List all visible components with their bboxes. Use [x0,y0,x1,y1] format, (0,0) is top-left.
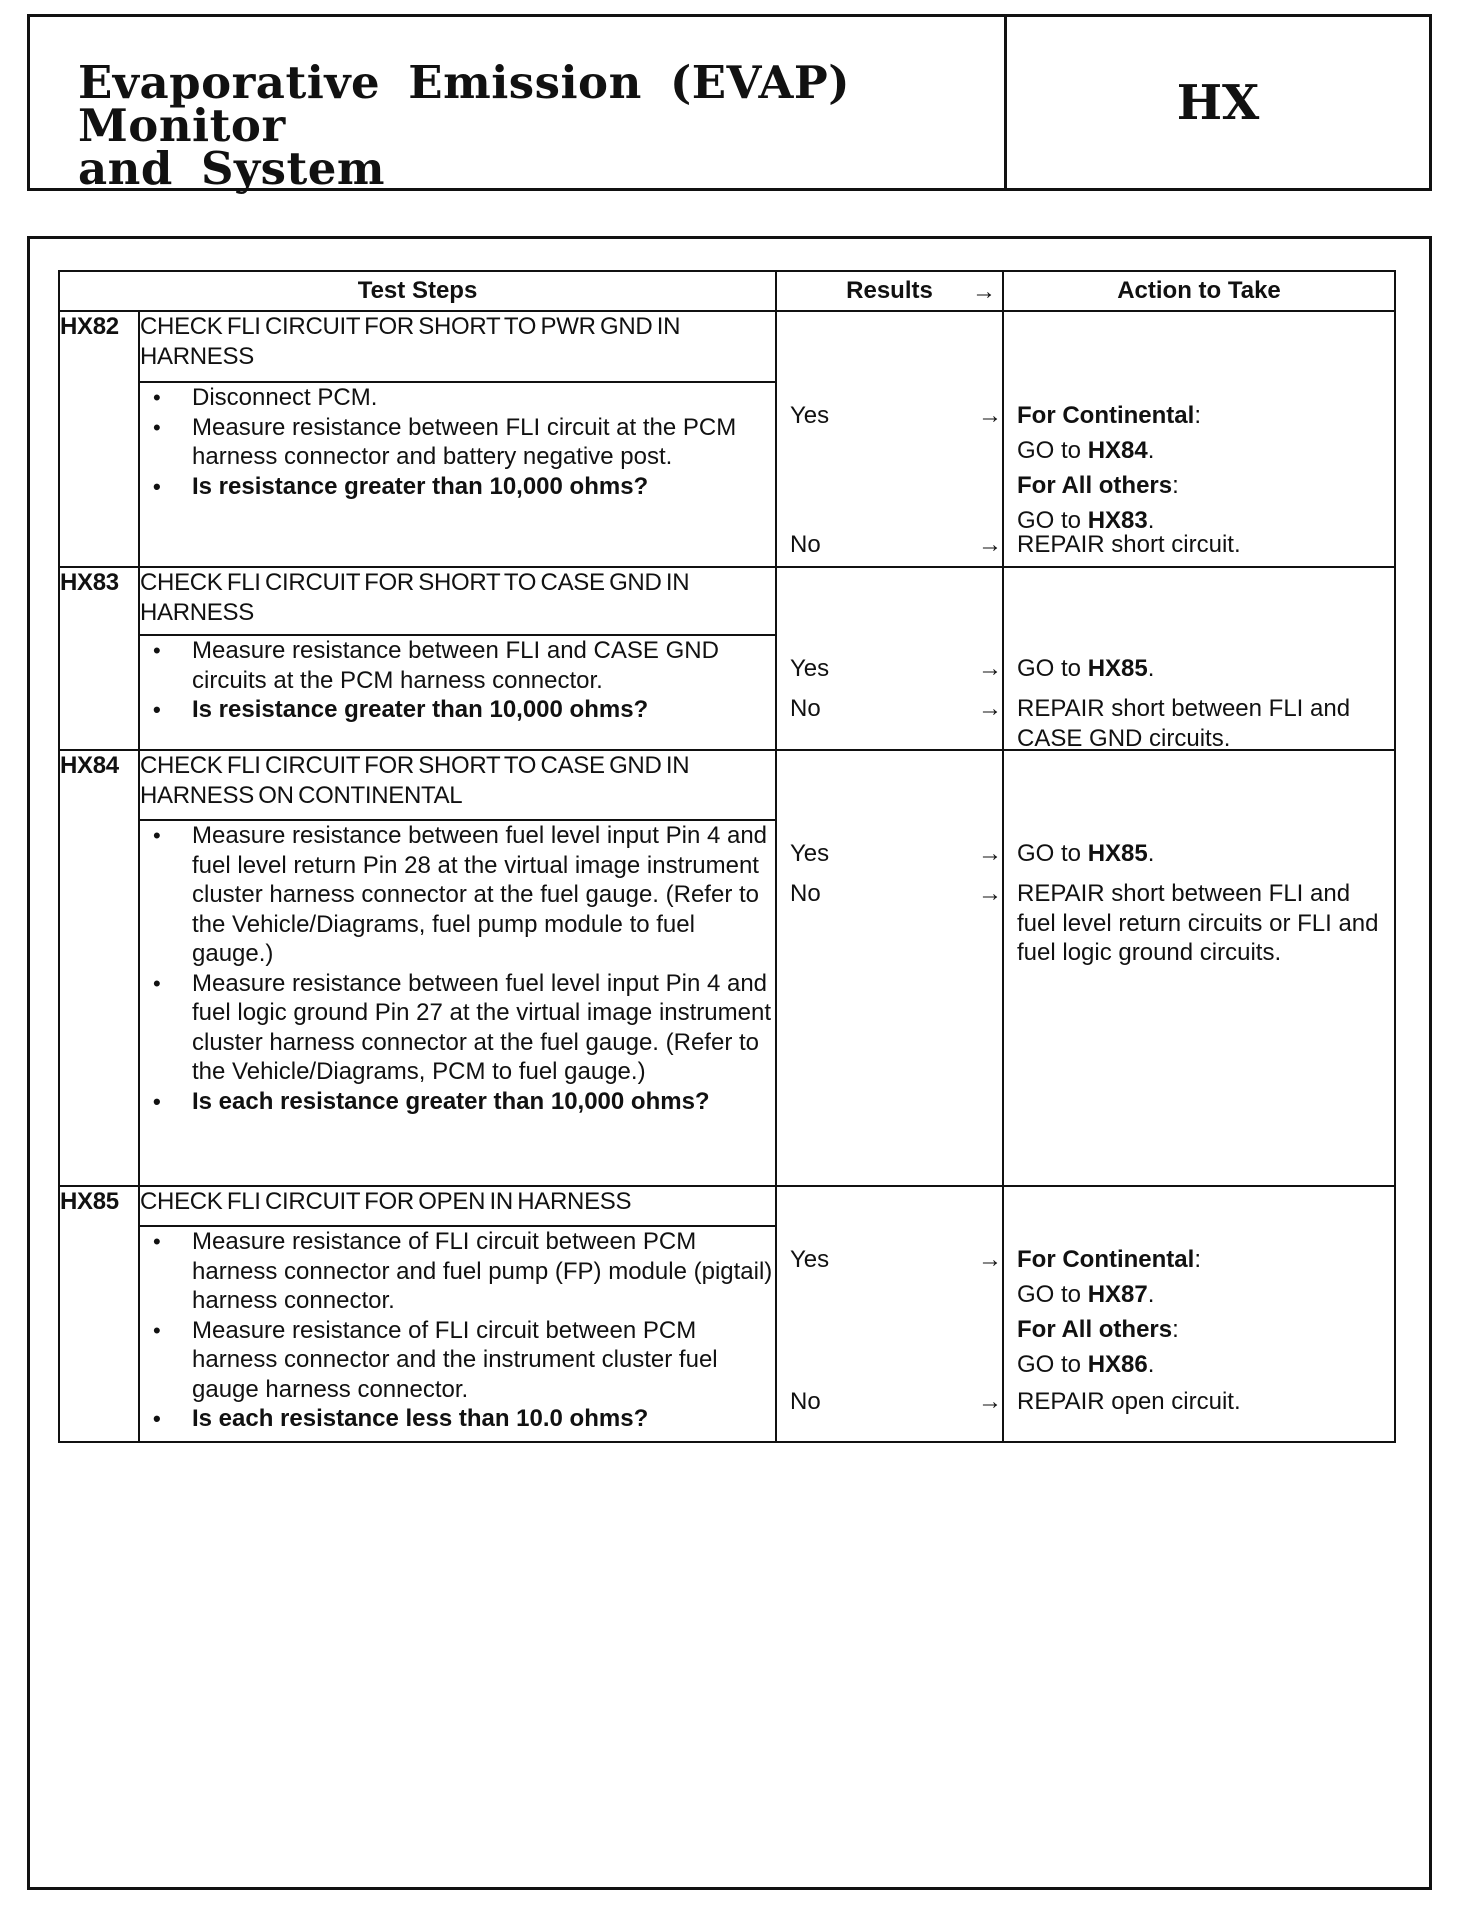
action-text: REPAIR short circuit. [1017,531,1241,558]
step-body [139,382,776,567]
step-bullet-list [140,383,775,501]
step-question: • Is each resistance greater than 10,000 ohms? [140,1087,775,1117]
action-target: For Continental [1017,402,1195,429]
action-text: GO to [1017,840,1088,867]
header-results [776,271,1003,311]
result-label: Yes [790,402,830,429]
step-body [139,1226,776,1442]
action-target: For Continental [1017,1246,1195,1273]
step-instruction: • Disconnect PCM. [140,383,775,413]
action-line [1017,879,1386,968]
arrow-icon: → [978,1388,1002,1415]
result-yes [790,1245,1002,1275]
step-bullet-list [140,821,775,1116]
action-line [1017,1387,1386,1417]
result-label: No [790,695,821,722]
action-cell [1003,311,1395,567]
step-title-row [59,750,1395,820]
step-question: • Is resistance greater than 10,000 ohms? [140,695,775,725]
action-cell [1003,750,1395,1186]
step-title: CHECK FLI CIRCUIT FOR SHORT TO CASE GND IN HARNESS ON CONTINENTAL [139,750,776,820]
action-target: HX83 [1087,507,1148,534]
step-body [139,820,776,1186]
table-header-row [59,271,1395,311]
page-title [30,17,1007,195]
action-punct: : [1194,1246,1201,1273]
step-bullet-list [140,636,775,725]
result-yes [790,401,1002,431]
action-target: HX84 [1087,437,1148,464]
page-header [27,14,1432,195]
action-line [1017,839,1386,869]
arrow-icon: → [978,655,1002,682]
result-no [790,530,1002,560]
step-instruction: • Measure resistance between FLI and CASE GND circuits at the PCM harness connector. [140,636,775,695]
action-line [1017,1280,1386,1310]
step-title-row [59,567,1395,635]
step-title: CHECK FLI CIRCUIT FOR OPEN IN HARNESS [139,1186,776,1226]
action-text: GO to [1017,655,1088,682]
step-id: HX85 [59,1186,139,1442]
step-instruction: • Measure resistance of FLI circuit between PCM harness connector and the instrument cluster fuel gauge harness connector. [140,1316,775,1405]
result-label: No [790,880,821,907]
result-no [790,694,1002,724]
action-line [1017,401,1386,431]
step-title: CHECK FLI CIRCUIT FOR SHORT TO PWR GND IN HARNESS [139,311,776,382]
action-punct: . [1147,655,1155,682]
result-yes [790,839,1002,869]
action-text: REPAIR short between FLI and fuel level return circuits or FLI and fuel logic ground circuits. [1017,880,1379,966]
action-punct: : [1194,402,1201,429]
results-cell [776,311,1003,567]
action-line [1017,530,1386,560]
page-title-line-1: Evaporative Emission (EVAP) Monitor [78,56,851,152]
step-instruction: • Measure resistance of FLI circuit between PCM harness connector and fuel pump (FP) module (pigtail) harness connector. [140,1227,775,1316]
step-body [139,635,776,750]
action-punct: . [1147,1281,1155,1308]
action-punct: : [1172,1316,1179,1343]
arrow-icon: → [978,695,1002,722]
action-line [1017,1245,1386,1275]
action-line [1017,1315,1386,1345]
arrow-icon: → [978,840,1002,867]
action-target: For All others [1017,472,1173,499]
step-instruction: • Measure resistance between fuel level input Pin 4 and fuel logic ground Pin 27 at the virtual image instrument cluster harness connector at the fuel gauge. (Refer to the Vehicle/Diagrams, PCM to fuel gauge.) [140,969,775,1087]
step-instruction: • Measure resistance between FLI circuit at the PCM harness connector and battery negative post. [140,413,775,472]
header-results-label: Results [846,277,933,305]
result-label: Yes [790,840,830,867]
arrow-icon: → [978,531,1002,558]
action-punct: . [1147,507,1155,534]
arrow-icon: → [978,402,1002,429]
step-title: CHECK FLI CIRCUIT FOR SHORT TO CASE GND IN HARNESS [139,567,776,635]
header-action: Action to Take [1003,271,1395,311]
result-label: Yes [790,1246,830,1273]
action-target: HX86 [1087,1351,1148,1378]
action-target: HX87 [1087,1281,1148,1308]
results-cell [776,750,1003,1186]
action-line [1017,1350,1386,1380]
step-title-row [59,1186,1395,1226]
step-id: HX83 [59,567,139,750]
arrow-icon: → [972,278,996,305]
test-steps-table [58,270,1396,1443]
step-id: HX84 [59,750,139,1186]
steps-body [59,311,1395,1442]
action-line [1017,436,1386,466]
result-no [790,1387,1002,1417]
header-test-steps: Test Steps [59,271,776,311]
step-bullet-list [140,1227,775,1434]
result-yes [790,654,1002,684]
action-text: GO to [1017,1281,1088,1308]
action-punct: . [1147,437,1155,464]
results-cell [776,567,1003,750]
action-text: GO to [1017,1351,1088,1378]
section-code: HX [1176,74,1260,131]
action-punct: . [1147,840,1155,867]
action-line [1017,694,1386,753]
action-target: HX85 [1087,840,1148,867]
results-cell [776,1186,1003,1442]
step-question: • Is each resistance less than 10.0 ohms? [140,1404,775,1434]
action-text: GO to [1017,507,1088,534]
arrow-icon: → [978,1246,1002,1273]
result-label: Yes [790,655,830,682]
result-no [790,879,1002,909]
step-id: HX82 [59,311,139,567]
action-target: HX85 [1087,655,1148,682]
action-text: GO to [1017,437,1088,464]
step-instruction: • Measure resistance between fuel level input Pin 4 and fuel level return Pin 28 at the virtual image instrument cluster harness connector at the fuel gauge. (Refer to the Vehicle/Diagrams, fuel pump module to fuel gauge.) [140,821,775,969]
page-title-line-2: and System [78,142,386,195]
action-text: REPAIR short between FLI and CASE GND circuits. [1017,695,1351,752]
arrow-icon: → [978,880,1002,907]
action-line [1017,654,1386,684]
result-label: No [790,531,821,558]
action-punct: : [1172,472,1179,499]
action-cell [1003,1186,1395,1442]
step-title-row [59,311,1395,382]
action-text: REPAIR open circuit. [1017,1388,1241,1415]
action-punct: . [1147,1351,1155,1378]
action-line [1017,471,1386,501]
result-label: No [790,1388,821,1415]
action-target: For All others [1017,1316,1173,1343]
action-cell [1003,567,1395,750]
step-question: • Is resistance greater than 10,000 ohms? [140,472,775,502]
